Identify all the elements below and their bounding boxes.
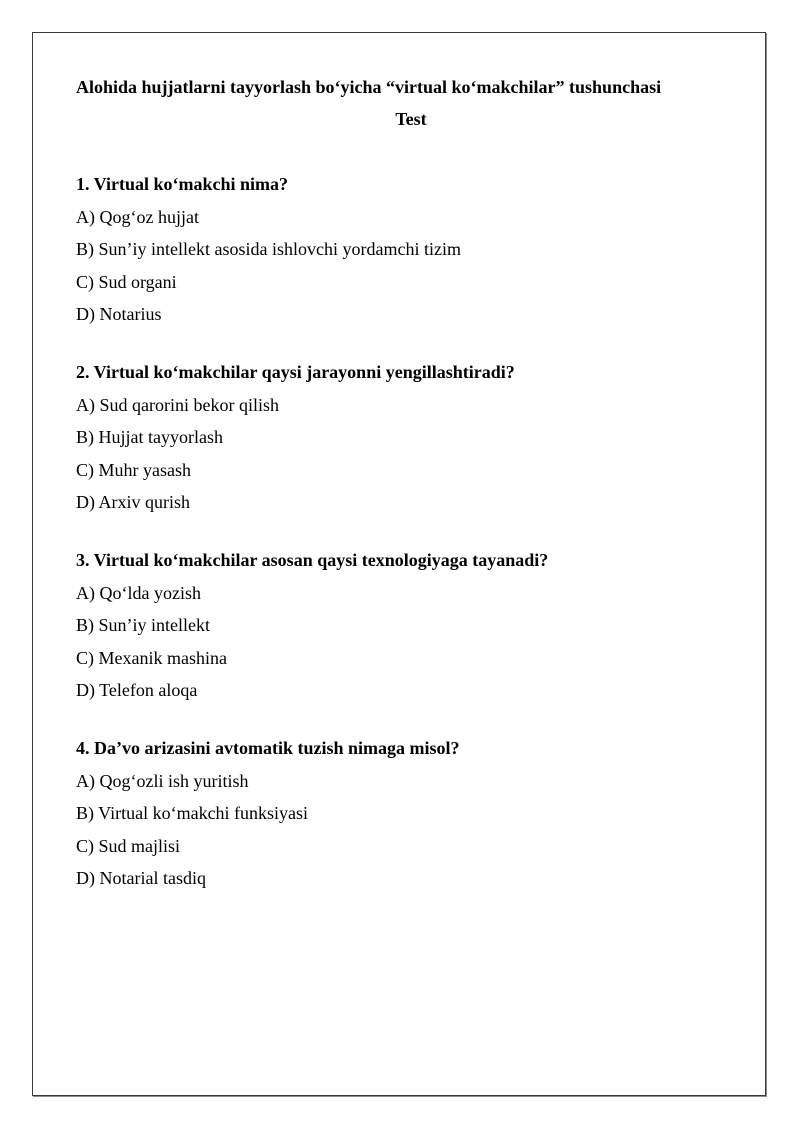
document-subtitle: Test	[395, 109, 427, 129]
answer-option-b: B) Hujjat tayyorlash	[76, 427, 223, 447]
question-text: 4. Da’vo arizasini avtomatik tuzish nimaga misol?	[76, 738, 460, 758]
question-3	[76, 547, 726, 703]
answer-option-c: C) Sud organi	[76, 271, 177, 292]
question-2	[76, 359, 726, 515]
question-4	[76, 735, 726, 891]
question-1	[76, 171, 726, 327]
answer-option-c: C) Sud majlisi	[76, 835, 181, 856]
question-text: 2. Virtual ko‘makchilar qaysi jarayonni yengillashtiradi?	[76, 362, 515, 382]
answer-option-a: A) Qog‘oz hujjat	[76, 206, 199, 227]
document-title: Alohida hujjatlarni tayyorlash bo‘yicha “virtual ko‘makchilar” tushunchasi	[76, 77, 662, 97]
question-text: 3. Virtual ko‘makchilar asosan qaysi texnologiyaga tayanadi?	[76, 550, 549, 570]
answer-option-a: A) Qog‘ozli ish yuritish	[76, 770, 249, 791]
answer-option-d: D) Arxiv qurish	[76, 492, 190, 512]
answer-option-b: B) Sun’iy intellekt	[76, 615, 210, 635]
answer-option-a: A) Sud qarorini bekor qilish	[76, 394, 279, 415]
answer-option-d: D) Notarius	[76, 304, 162, 324]
answer-option-a: A) Qo‘lda yozish	[76, 582, 201, 603]
document-body	[76, 74, 726, 898]
answer-option-b: B) Sun’iy intellekt asosida ishlovchi yordamchi tizim	[76, 239, 461, 259]
answer-option-b: B) Virtual ko‘makchi funksiyasi	[76, 803, 309, 823]
answer-option-c: C) Muhr yasash	[76, 459, 191, 480]
answer-option-d: D) Notarial tasdiq	[76, 868, 206, 888]
question-text: 1. Virtual ko‘makchi nima?	[76, 174, 289, 194]
answer-option-d: D) Telefon aloqa	[76, 680, 198, 700]
answer-option-c: C) Mexanik mashina	[76, 647, 227, 668]
